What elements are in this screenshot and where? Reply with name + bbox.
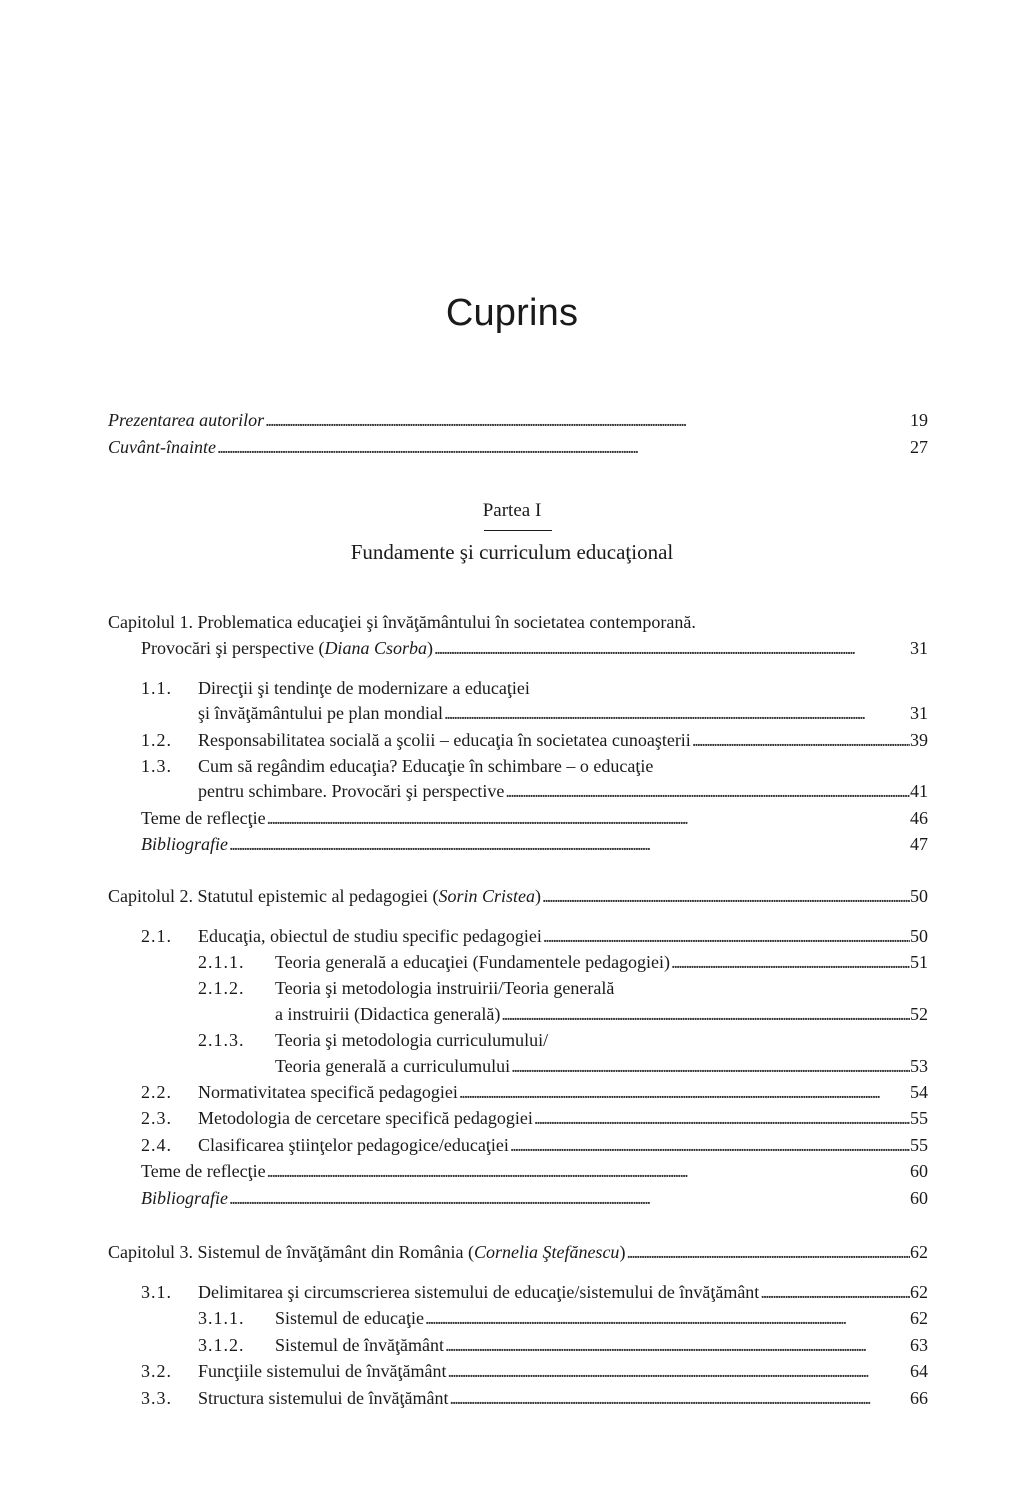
toc-page-number: 53 (910, 1056, 928, 1076)
chapter-2-heading[interactable]: Capitolul 2. Statutul epistemic al pedagogiei (Sorin Cristea) . . . 50 (108, 884, 928, 908)
section-number: 2.2. (141, 1082, 172, 1102)
chapter-2-teme-de-reflectie[interactable]: Teme de reflecţie . . . 60 (141, 1159, 928, 1183)
dot-leader (228, 1186, 910, 1210)
section-number: 2.4. (141, 1135, 172, 1155)
part-divider (484, 530, 552, 531)
dot-leader (216, 435, 910, 459)
dot-leader (264, 408, 910, 432)
section-number: 1.3. (141, 756, 172, 776)
section-number: 3.2. (141, 1361, 172, 1381)
part-title: Fundamente şi curriculum educaţional (350, 540, 674, 564)
toc-page-number: 63 (910, 1335, 928, 1355)
toc-page-number: 46 (910, 808, 928, 828)
dot-leader (448, 1386, 910, 1410)
toc-page-number: 41 (910, 781, 928, 801)
page-title: Cuprins (445, 292, 579, 334)
toc-page-number: 31 (910, 703, 928, 723)
section-2-4[interactable]: Clasificarea ştiinţelor pedagogice/educaţiei . . . 55 (198, 1133, 928, 1157)
dot-leader (266, 1159, 910, 1183)
dot-leader (433, 636, 910, 660)
section-2-1-2-line1[interactable]: Teoria şi metodologia instruirii/Teoria generală (275, 978, 615, 998)
chapter-1-heading[interactable]: Provocări şi perspective (Diana Csorba) . . . 31 (141, 636, 928, 660)
section-2-1-2[interactable]: a instruirii (Didactica generală) . . . 52 (275, 1002, 928, 1026)
toc-page-number: 19 (910, 410, 928, 430)
section-number: 3.1. (141, 1282, 172, 1302)
section-3-1-1[interactable]: Sistemul de educaţie . . . 62 (275, 1306, 928, 1330)
section-2-1-3[interactable]: Teoria generală a curriculumului . . . 53 (275, 1054, 928, 1078)
toc-page-number: 62 (910, 1282, 928, 1302)
toc-page-number: 60 (910, 1188, 928, 1208)
section-3-2[interactable]: Funcţiile sistemului de învăţământ . . . 64 (198, 1359, 928, 1383)
section-2-1[interactable]: Educaţia, obiectul de studiu specific pedagogiei . . . 50 (198, 924, 928, 948)
section-number: 2.3. (141, 1108, 172, 1128)
section-number: 3.1.2. (198, 1335, 245, 1355)
toc-entry-prezentarea[interactable] (108, 408, 928, 432)
section-1-1[interactable]: şi învăţământului pe plan mondial . . . 31 (198, 701, 928, 725)
chapter-author: Sorin Cristea (438, 886, 535, 906)
section-2-1-1[interactable]: Teoria generală a educaţiei (Fundamentele pedagogiei) . . . 51 (275, 950, 928, 974)
dot-leader (510, 1054, 910, 1078)
section-1-3-line1[interactable]: Cum să regândim educaţia? Educaţie în schimbare – o educaţie (198, 756, 654, 776)
section-1-3[interactable]: pentru schimbare. Provocări şi perspective . . . 41 (198, 779, 928, 803)
chapter-1-bibliografie[interactable]: Bibliografie . . . 47 (141, 832, 928, 856)
dot-leader (458, 1080, 910, 1104)
toc-page-number: 39 (910, 730, 928, 750)
toc-page-number: 52 (910, 1004, 928, 1024)
section-number: 2.1.2. (198, 978, 245, 998)
section-number: 2.1.3. (198, 1030, 245, 1050)
chapter-1-teme-de-reflectie[interactable]: Teme de reflecţie . . . 46 (141, 806, 928, 830)
toc-page-number: 54 (910, 1082, 928, 1102)
toc-page-number: 62 (910, 1308, 928, 1328)
toc-page-number: 62 (910, 1242, 928, 1262)
part-label: Partea I (482, 500, 542, 521)
dot-leader (509, 1133, 910, 1157)
toc-entry-label: Cuvânt-înainte (108, 437, 216, 457)
toc-page-number: 66 (910, 1388, 928, 1408)
dot-leader (444, 1333, 910, 1357)
toc-entry-label: Prezentarea autorilor (108, 410, 265, 430)
section-3-1[interactable]: Delimitarea şi circumscrierea sistemului de educaţie/sistemului de învăţământ . . . 62 (198, 1280, 928, 1304)
dot-leader (266, 806, 910, 830)
section-2-1-3-line1[interactable]: Teoria şi metodologia curriculumului/ (275, 1030, 549, 1050)
section-number: 1.2. (141, 730, 172, 750)
dot-leader (228, 832, 910, 856)
toc-page-number: 51 (910, 952, 928, 972)
dot-leader (691, 728, 910, 752)
section-number: 1.1. (141, 678, 172, 698)
chapter-3-heading[interactable]: Capitolul 3. Sistemul de învăţământ din România (Cornelia Ştefănescu) . . . 62 (108, 1240, 928, 1264)
chapter-2-bibliografie[interactable]: Bibliografie . . . 60 (141, 1186, 928, 1210)
section-1-1-line1[interactable]: Direcţii şi tendinţe de modernizare a educaţiei (198, 678, 530, 698)
toc-page-number: 64 (910, 1361, 928, 1381)
section-2-2[interactable]: Normativitatea specifică pedagogiei . . . 54 (198, 1080, 928, 1104)
toc-page-number: 47 (910, 834, 928, 854)
dot-leader (443, 701, 910, 725)
dot-leader (759, 1280, 910, 1304)
dot-leader (446, 1359, 910, 1383)
section-number: 3.1.1. (198, 1308, 245, 1328)
section-number: 3.3. (141, 1388, 172, 1408)
dot-leader (424, 1306, 910, 1330)
toc-page-number: 31 (910, 638, 928, 658)
dot-leader (533, 1106, 910, 1130)
dot-leader (670, 950, 910, 974)
dot-leader (541, 884, 910, 908)
dot-leader (504, 779, 910, 803)
dot-leader (542, 924, 910, 948)
chapter-author: Diana Csorba (324, 638, 427, 658)
section-1-2[interactable]: Responsabilitatea socială a şcolii – educaţia în societatea cunoaşterii . . . 39 (198, 728, 928, 752)
chapter-1-heading-line1[interactable]: Capitolul 1. Problematica educaţiei şi învăţământului în societatea contemporană. (108, 612, 696, 632)
toc-entry-cuvant-inainte[interactable] (108, 435, 928, 459)
toc-page-number: 60 (910, 1161, 928, 1181)
chapter-author: Cornelia Ştefănescu (473, 1242, 620, 1262)
dot-leader (500, 1002, 910, 1026)
toc-page-number: 55 (910, 1108, 928, 1128)
toc-page-number: 50 (910, 926, 928, 946)
dot-leader (625, 1240, 910, 1264)
toc-page-number: 27 (910, 437, 928, 457)
section-number: 2.1.1. (198, 952, 245, 972)
toc-page-number: 55 (910, 1135, 928, 1155)
section-3-3[interactable]: Structura sistemului de învăţământ . . . 66 (198, 1386, 928, 1410)
section-number: 2.1. (141, 926, 172, 946)
section-3-1-2[interactable]: Sistemul de învăţământ . . . 63 (275, 1333, 928, 1357)
toc-page-number: 50 (910, 886, 928, 906)
section-2-3[interactable]: Metodologia de cercetare specifică pedagogiei . . . 55 (198, 1106, 928, 1130)
